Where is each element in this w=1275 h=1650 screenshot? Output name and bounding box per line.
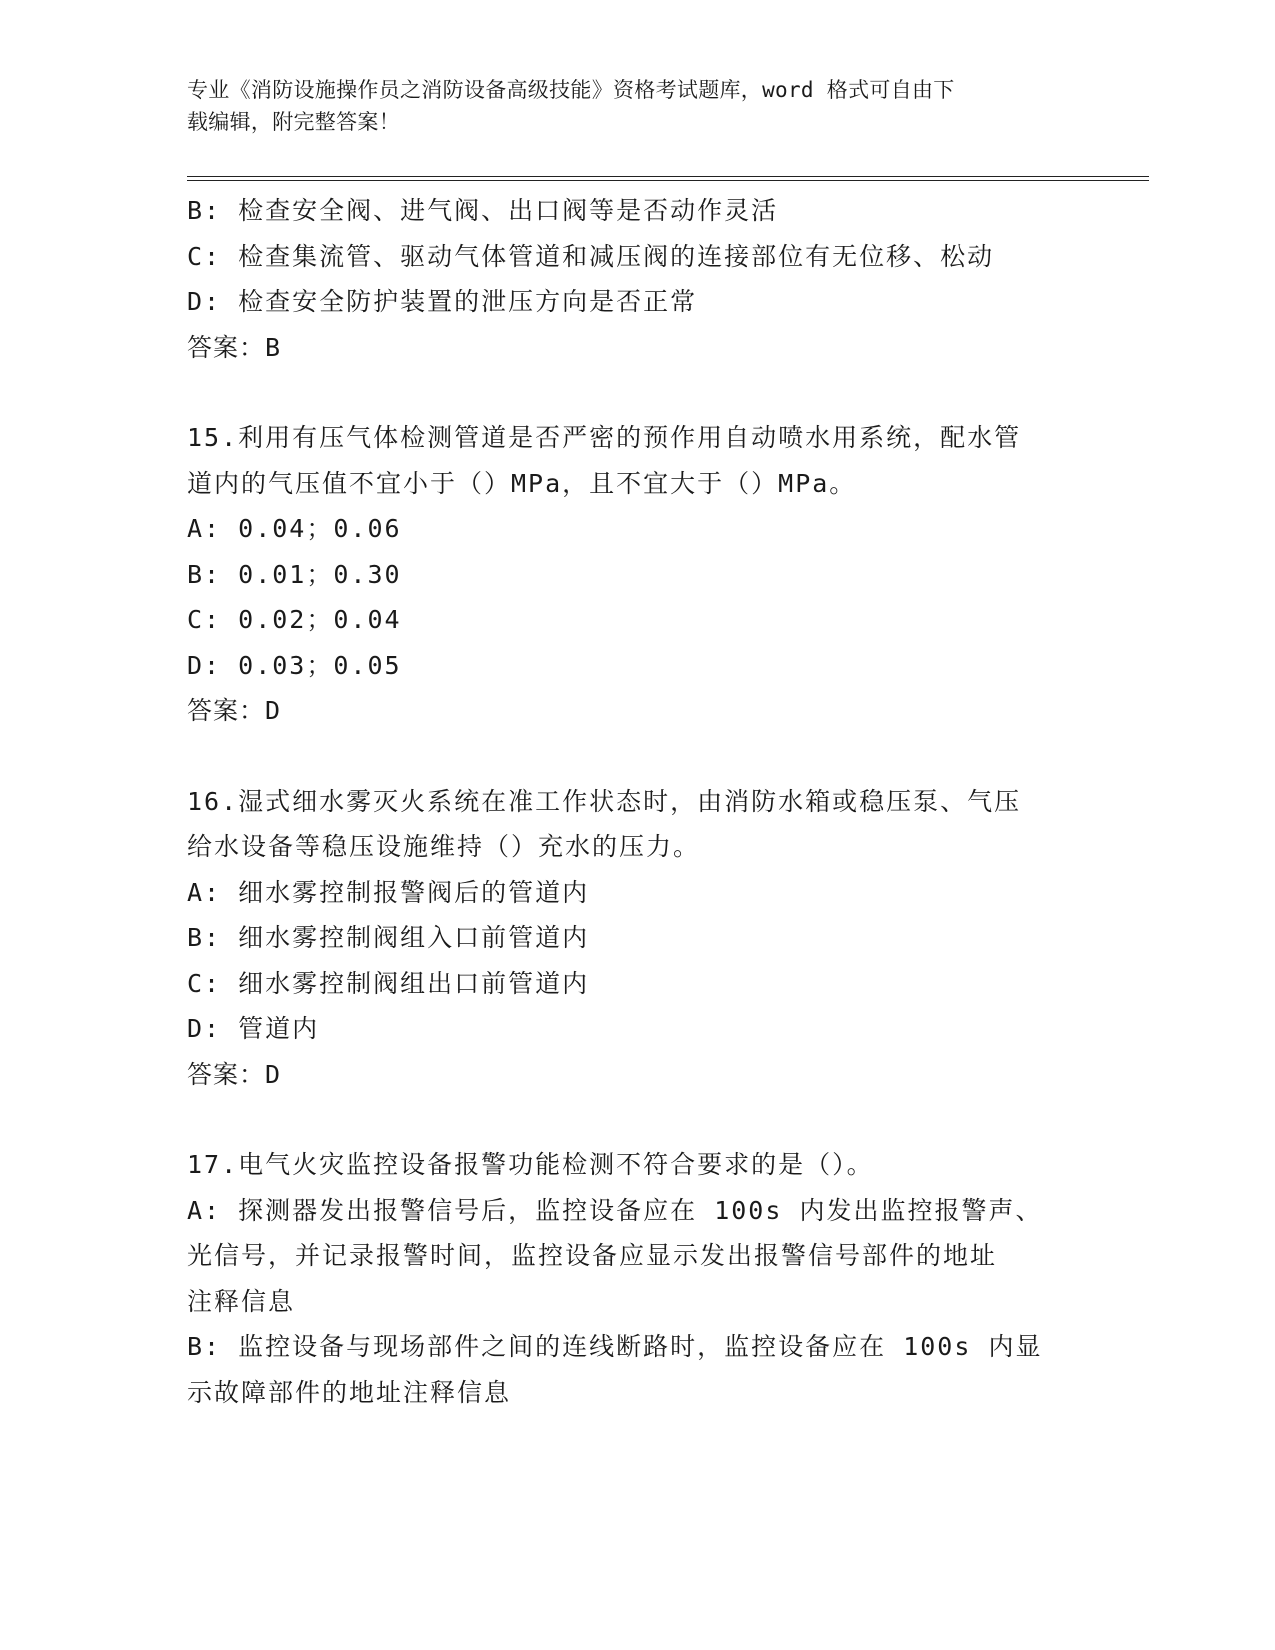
q16-answer: 答案：D (187, 1059, 282, 1089)
document-header (187, 74, 1087, 138)
q16-option-b: B: 细水雾控制阀组入口前管道内 (187, 923, 590, 952)
q16-option-c: C: 细水雾控制阀组出口前管道内 (187, 968, 590, 998)
q16-stem-line-2: 给水设备等稳压设施维持（）充水的压力。 (187, 832, 701, 861)
question-17 (187, 1142, 1087, 1415)
q16-option-d: D: 管道内 (187, 1014, 320, 1043)
q17-option-a-line-3: 注释信息 (187, 1286, 296, 1316)
question-gap (187, 734, 1087, 779)
q14-option-c: C: 检查集流管、驱动气体管道和减压阀的连接部位有无位移、松动 (187, 241, 995, 271)
header-rule-top (187, 176, 1149, 177)
q16-option-a: A: 细水雾控制报警阀后的管道内 (187, 877, 590, 907)
q15-option-c: C: 0.02；0.04 (187, 605, 402, 634)
q15-stem-line-2: 道内的气压值不宜小于（）MPa，且不宜大于（）MPa。 (187, 468, 857, 498)
question-list (187, 188, 1087, 1415)
question-14-tail (187, 188, 1087, 370)
question-gap (187, 370, 1087, 415)
q14-answer: 答案：B (187, 332, 282, 362)
q15-stem-line-1: 15.利用有压气体检测管道是否严密的预作用自动喷水用系统，配水管 (187, 423, 1022, 452)
q17-option-a-line-1: A: 探测器发出报警信号后，监控设备应在 100s 内发出监控报警声、 (187, 1195, 1043, 1225)
q15-answer: 答案：D (187, 696, 282, 725)
question-15 (187, 415, 1087, 734)
q15-option-a: A: 0.04；0.06 (187, 514, 402, 543)
header-rule-bottom (187, 180, 1149, 181)
question-16 (187, 779, 1087, 1098)
q14-option-d: D: 检查安全防护装置的泄压方向是否正常 (187, 287, 698, 316)
header-line-1: 专业《消防设施操作员之消防设备高级技能》资格考试题库，word 格式可自由下 (187, 78, 955, 102)
q17-option-a-line-2: 光信号，并记录报警时间，监控设备应显示发出报警信号部件的地址 (187, 1241, 998, 1270)
q14-option-b: B: 检查安全阀、进气阀、出口阀等是否动作灵活 (187, 196, 779, 225)
q17-option-b-line-1: B: 监控设备与现场部件之间的连线断路时，监控设备应在 100s 内显 (187, 1332, 1043, 1361)
q17-option-b-line-2: 示故障部件的地址注释信息 (187, 1377, 512, 1407)
header-line-2: 载编辑，附完整答案！ (187, 110, 400, 134)
q17-stem-line-1: 17.电气火灾监控设备报警功能检测不符合要求的是（）。 (187, 1150, 874, 1179)
question-gap (187, 1097, 1087, 1142)
q16-stem-line-1: 16.湿式细水雾灭火系统在准工作状态时，由消防水箱或稳压泵、气压 (187, 786, 1022, 816)
q15-option-d: D: 0.03；0.05 (187, 650, 402, 680)
q15-option-b: B: 0.01；0.30 (187, 559, 402, 589)
